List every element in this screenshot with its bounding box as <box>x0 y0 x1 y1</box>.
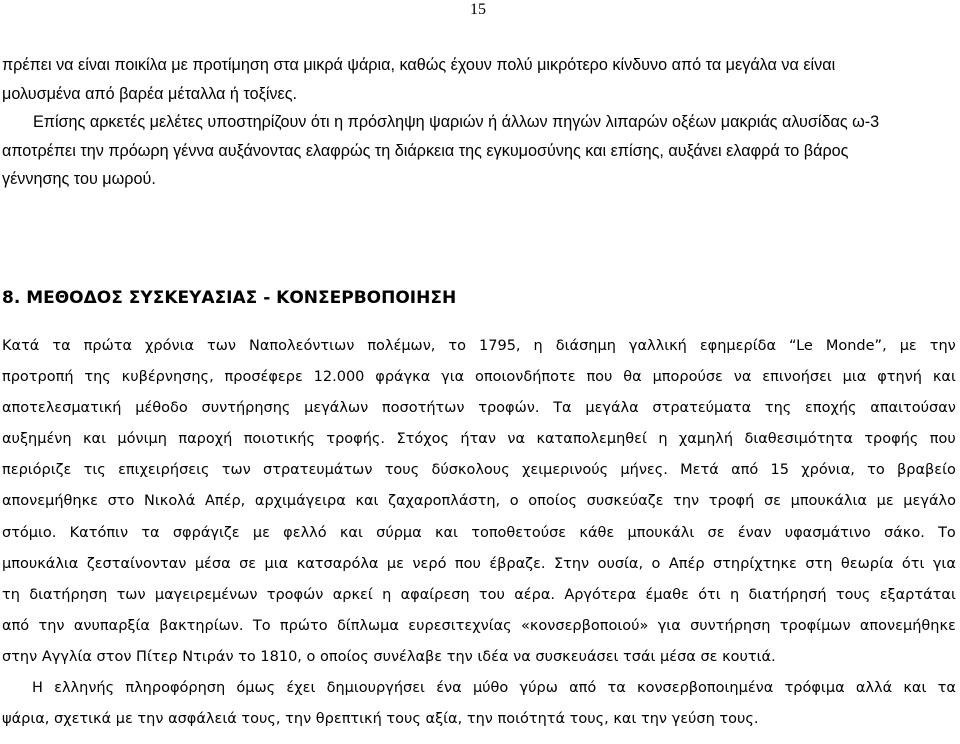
word: Απέρ, <box>204 493 246 510</box>
word: ότι <box>698 586 721 603</box>
word: ελληνής <box>54 680 115 697</box>
word: τροφή <box>708 493 755 510</box>
word: και <box>434 524 458 541</box>
word: από <box>2 617 30 634</box>
word: σε <box>707 524 725 541</box>
text-line: στην Αγγλία στον Πίτερ Ντιράν το 1810, ο οποίος συνέλαβε την ιδέα να συσκευάσει τσάι μέσα σε κουτιά. <box>2 648 776 665</box>
word: γύρω <box>519 680 558 697</box>
word: αρκεί <box>332 586 373 603</box>
word: την <box>38 617 65 634</box>
word: μεγάλων <box>304 400 369 417</box>
word: μέθοδο <box>135 400 188 417</box>
word: με <box>252 524 270 541</box>
word: ποσοτήτων <box>381 400 465 417</box>
word: μπορούσε <box>652 369 723 386</box>
word: εφημερίδα <box>699 338 777 354</box>
word: τα <box>52 338 71 354</box>
word: τα <box>141 524 160 541</box>
word: αφαίρεση <box>400 586 470 603</box>
word: με <box>899 338 917 354</box>
word: χειμερινούς <box>521 462 609 479</box>
word: ο <box>651 555 661 572</box>
word: προσέφερε <box>224 369 303 386</box>
word: να <box>733 369 752 386</box>
word: τους <box>384 462 420 479</box>
word: τους <box>835 586 871 603</box>
word: μύθο <box>472 680 509 697</box>
word: ζαχαροπλάστη, <box>388 493 501 510</box>
word: έβραζε. <box>489 555 546 572</box>
word: μαγειρεμένων <box>154 586 258 603</box>
word: 15 <box>770 462 789 479</box>
word: η <box>382 586 392 603</box>
word: επινοήσει <box>762 369 832 386</box>
section-heading: 8. ΜΕΘΟΔΟΣ ΣΥΣΚΕΥΑΣΙΑΣ - ΚΟΝΣΕΡΒΟΠΟΙΗΣΗ <box>2 288 457 308</box>
word: τροφών <box>266 586 324 603</box>
word: σε <box>763 493 781 510</box>
word: περιόριζε <box>2 462 72 479</box>
word: την <box>929 338 956 354</box>
word: εξαρτάται <box>879 586 956 603</box>
word: των <box>116 586 146 603</box>
word: έμαθε <box>645 586 689 603</box>
word: έναν <box>737 524 772 541</box>
word: απονεμήθηκε <box>859 617 956 634</box>
word: τροφής. <box>326 431 386 448</box>
word: αρχιμάγειρα <box>254 493 346 510</box>
word: δίπλωμα <box>336 617 399 634</box>
word: ποιοτικής <box>243 431 315 448</box>
word: συντήρησης <box>201 400 291 417</box>
word: χρόνια <box>145 338 195 354</box>
word: των <box>207 338 237 354</box>
word: ανυπαρξία <box>73 617 150 634</box>
word: της <box>84 369 111 386</box>
word: μπουκάλια <box>790 493 867 510</box>
word: τη <box>2 586 20 603</box>
word: Το <box>252 617 271 634</box>
word: ουσία, <box>597 555 644 572</box>
word: να <box>507 431 526 448</box>
word: στόμιο. <box>2 524 57 541</box>
word: στο <box>107 493 135 510</box>
word: μέσα <box>194 555 231 572</box>
word: των <box>221 462 251 479</box>
text-line <box>2 393 956 424</box>
word: για <box>441 369 465 386</box>
text-line: μολυσμένα από βαρέα μέταλλα ή τοξίνες. <box>2 84 298 103</box>
word: φτηνή <box>877 369 922 386</box>
word: κονσερβοποιημένα <box>637 680 774 697</box>
word: Αργότερα <box>564 586 637 603</box>
word: Η <box>32 680 43 697</box>
word: κάθε <box>579 524 615 541</box>
word: κατσαρόλα <box>296 555 379 572</box>
word: ζεσταίνονταν <box>86 555 187 572</box>
word: πρώτο <box>279 617 328 634</box>
word: της <box>764 400 792 417</box>
word: το <box>448 338 467 354</box>
word: Τα <box>553 400 572 417</box>
word: κυβέρνησης, <box>121 369 214 386</box>
word: θα <box>623 369 642 386</box>
word: τα <box>607 680 626 697</box>
word: προτροπή <box>2 369 74 386</box>
word: που <box>929 431 956 448</box>
intro-paragraph <box>2 51 958 194</box>
word: νερό <box>412 555 447 572</box>
word: τροφής <box>864 431 919 448</box>
word: 12.000 <box>313 369 365 386</box>
word: φράγκα <box>375 369 431 386</box>
text-line <box>2 424 956 455</box>
text-line: ψάρια, σχετικά με την ασφάλειά τους, την θρεπτική τους αξία, την ποιότητά τους, και την γεύση τους. <box>2 711 759 728</box>
word: απονεμήθηκε <box>2 493 98 510</box>
word: βακτηρίων. <box>159 617 244 634</box>
word: μεγάλο <box>903 493 956 510</box>
word: τρόφιμα <box>784 680 845 697</box>
word: και <box>903 680 927 697</box>
word: παροχή <box>178 431 233 448</box>
word: η <box>730 586 740 603</box>
word: συσκεύαζε <box>586 493 664 510</box>
word: στρατεύματα <box>652 400 752 417</box>
text-line <box>2 611 956 642</box>
word: Στην <box>553 555 590 572</box>
word: τα <box>937 680 956 697</box>
word: η <box>658 431 668 448</box>
word: εποχής <box>805 400 857 417</box>
word: μπουκάλι <box>627 524 695 541</box>
word: από <box>731 462 759 479</box>
word: ήταν <box>460 431 496 448</box>
word: πληροφόρηση <box>125 680 226 697</box>
word: Απέρ <box>668 555 705 572</box>
word: που <box>586 369 613 386</box>
text-line: γέννησης του μωρού. <box>2 170 156 188</box>
word: συντήρηση <box>690 617 771 634</box>
word: υφασμάτινο <box>784 524 871 541</box>
word: επιχειρήσεις <box>118 462 210 479</box>
word: χρόνια, <box>801 462 855 479</box>
word: Κατόπιν <box>69 524 129 541</box>
text-line <box>2 673 956 704</box>
word: την <box>673 493 700 510</box>
word: πολέμων, <box>367 338 436 354</box>
word: με <box>876 493 894 510</box>
word: οποίος <box>528 493 578 510</box>
text-line <box>2 549 956 580</box>
word: μήνες. <box>620 462 668 479</box>
word: όμως <box>236 680 276 697</box>
word: σε <box>239 555 257 572</box>
word: αέρα. <box>514 586 555 603</box>
word: οποιονδήποτε <box>475 369 576 386</box>
word: διαθεσιμότητα <box>744 431 853 448</box>
word: το <box>867 462 885 479</box>
word: σφράγιζε <box>172 524 240 541</box>
word: “Le <box>789 338 813 354</box>
word: Monde”, <box>825 338 887 354</box>
word: αυξημένη <box>2 431 72 448</box>
word: τροφίμων <box>779 617 851 634</box>
text-line: αποτρέπει την πρόωρη γέννα αυξάνοντας ελαφρώς τη διάρκεια της εγκυμοσύνης και επίσης, αυξάνει ελαφρά το βάρος <box>2 141 849 160</box>
word: Κατά <box>2 338 40 354</box>
word: τοποθετούσε <box>471 524 567 541</box>
word: και <box>355 493 379 510</box>
text-line <box>2 486 956 517</box>
word: Στόχος <box>396 431 449 448</box>
word: τις <box>83 462 106 479</box>
word: αποτελεσματική <box>2 400 122 417</box>
word: και <box>932 369 956 386</box>
word: στρατευμάτων <box>263 462 373 479</box>
text-line <box>2 518 956 549</box>
word: έχει <box>286 680 316 697</box>
text-line <box>2 455 956 486</box>
word: «κονσερβοποιού» <box>521 617 649 634</box>
page-number: 15 <box>470 1 486 18</box>
word: σάκο. <box>884 524 925 541</box>
word: Μετά <box>680 462 719 479</box>
word: αλλά <box>855 680 893 697</box>
word: φελλό <box>283 524 327 541</box>
word: βραβείο <box>897 462 956 479</box>
word: και <box>339 524 363 541</box>
word: του <box>478 586 505 603</box>
word: ο <box>509 493 519 510</box>
word: Ναπολεόντιων <box>249 338 355 354</box>
word: τροφών. <box>478 400 540 417</box>
word: δημιουργήσει <box>326 680 425 697</box>
word: μεγάλα <box>585 400 639 417</box>
section-body <box>2 331 956 735</box>
word: μόνιμη <box>117 431 167 448</box>
word: 1795, <box>479 338 521 354</box>
word: απαιτούσαν <box>870 400 956 417</box>
word: ότι <box>901 555 925 572</box>
text-line <box>2 331 956 362</box>
word: με <box>386 555 404 572</box>
word: γαλλική <box>628 338 687 354</box>
word: που <box>454 555 481 572</box>
word: στη <box>805 555 833 572</box>
word: διατήρησή <box>748 586 827 603</box>
word: μπουκάλια <box>2 555 79 572</box>
word: ένα <box>436 680 462 697</box>
word: θεωρία <box>840 555 894 572</box>
word: πρώτα <box>83 338 133 354</box>
word: από <box>569 680 597 697</box>
word: διάσημη <box>555 338 616 354</box>
word: σύρμα <box>376 524 422 541</box>
word: για <box>932 555 956 572</box>
text-line <box>2 580 956 611</box>
word: μια <box>842 369 867 386</box>
word: δύσκολους <box>431 462 510 479</box>
word: ευρεσιτεχνίας <box>408 617 512 634</box>
word: για <box>657 617 681 634</box>
word: καταπολεμηθεί <box>536 431 647 448</box>
text-line: Επίσης αρκετές μελέτες υποστηρίζουν ότι η πρόσληψη ψαριών ή άλλων πηγών λιπαρών οξέων μακριάς αλυσίδας ω-3 <box>33 113 880 131</box>
text-line <box>2 362 956 393</box>
text-line: πρέπει να είναι ποικίλα με προτίμηση στα μικρά ψάρια, καθώς έχουν πολύ μικρότερο κίνδυνο από τα μεγάλα να είναι <box>2 56 836 74</box>
word: και <box>82 431 106 448</box>
word: χαμηλή <box>678 431 734 448</box>
word: διατήρηση <box>29 586 108 603</box>
word: Το <box>938 524 956 541</box>
word: μια <box>264 555 289 572</box>
word: στηρίχτηκε <box>713 555 797 572</box>
word: η <box>533 338 543 354</box>
word: Νικολά <box>144 493 196 510</box>
